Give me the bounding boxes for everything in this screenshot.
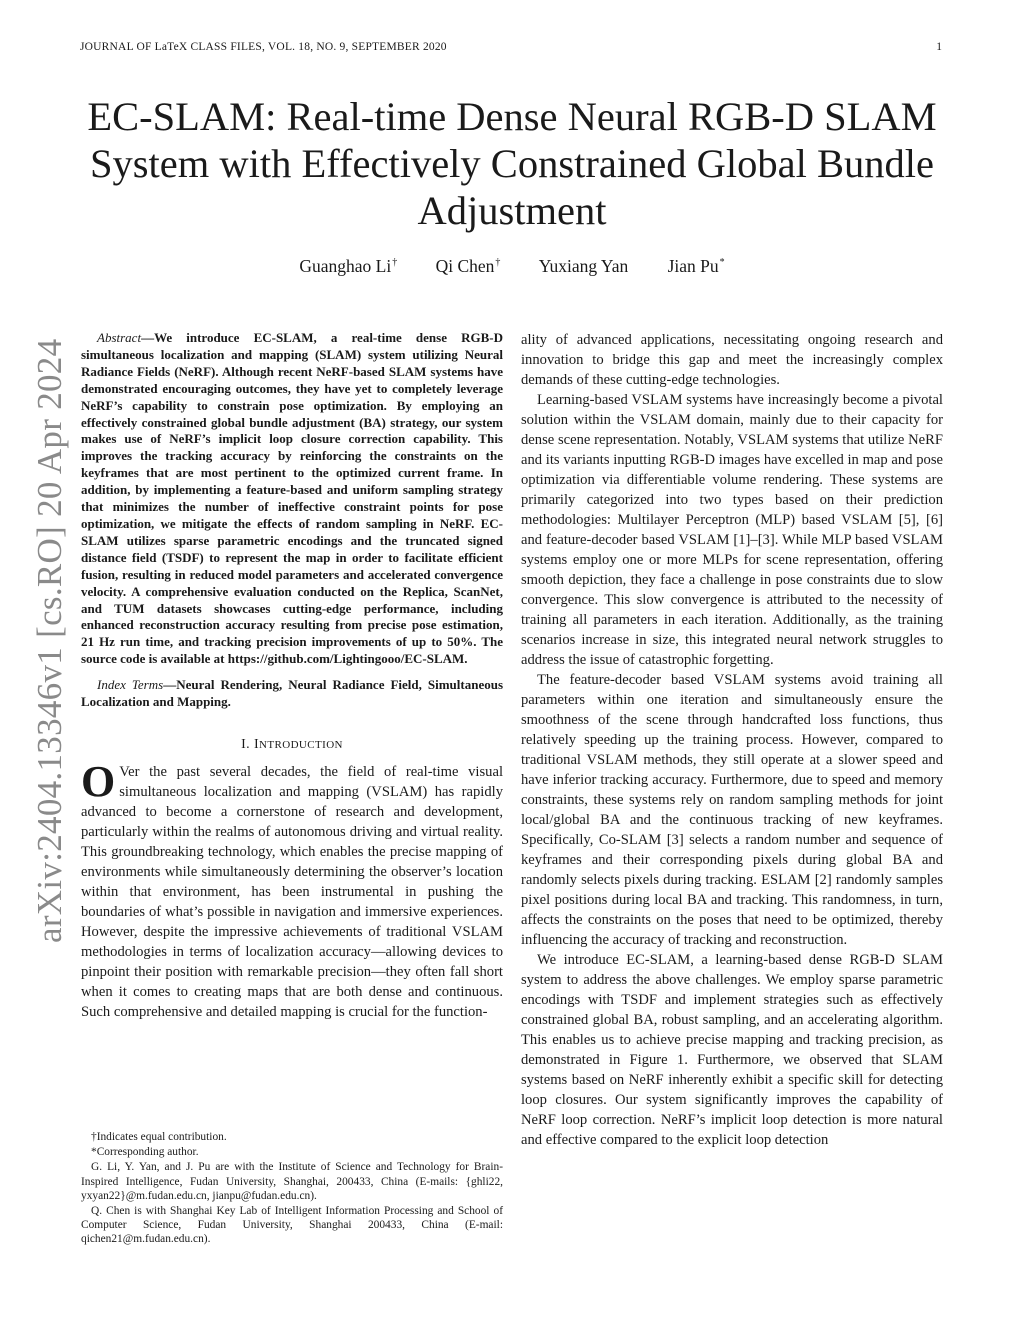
author-name: Qi Chen† [435,256,501,276]
arxiv-stamp: arXiv:2404.13346v1 [cs.RO] 20 Apr 2024 [30,338,69,943]
author-list [0,256,1024,277]
body-paragraph: The feature-decoder based VSLAM systems avoid training all parameters within one iteration and simultaneously ensure the smoothness of the scene through handcrafted loss functions, thus relatively speeding up the training process. However, compared to traditional VSLAM methods, they still operate at a slower speed and have inferior tracking accuracy. Furthermore, due to speed and memory constraints, these systems rely on random sampling methods for joint local/global BA and the continuous tracking of new keyframes. Specifically, Co-SLAM [3] selects a random number and sequence of keyframes and their corresponding pixels during global BA and randomly selects pixels during tracking. ESLAM [2] randomly samples pixel positions during local BA and tracking. This randomness, in turn, affects the constraints on the poses that need to be optimized, thereby influencing the accuracy of tracking and reconstruction. [521,672,943,948]
paper-title: EC-SLAM: Real-time Dense Neural RGB-D SLAM System with Effectively Constrained Global Bundle Adjustment [87,94,937,233]
footnote: *Corresponding author. [91,1146,199,1159]
footnote: Q. Chen is with Shanghai Key Lab of Intelligent Information Processing and School of Computer Science, Fudan University, Shanghai 200433, China (E-mail: qichen21@m.fudan.edu.cn). [81,1205,503,1246]
footnote: G. Li, Y. Yan, and J. Pu are with the Institute of Science and Technology for Brain-Inspired Intelligence, Fudan University, Shanghai, 200433, China (E-mails: {ghli22, yxyan22}@m.fudan.edu.cn, jianpu@fudan.edu.cn). [81,1161,503,1202]
right-column [521,330,943,1150]
index-terms-lead: Index Terms [97,677,164,693]
intro-paragraph: O Ver the past several decades, the field of real-time visual simultaneous localization and mapping (VSLAM) has rapidly advanced to become a cornerstone of research and development, particularly within the realms of autonomous driving and virtual reality. This groundbreaking technology, which enables the precise mapping of environments while simultaneously determining the observer’s location within that environment, has been instrumental in pushing the boundaries of what’s possible in navigation and immersive experiences. However, despite the impressive achievements of traditional VSLAM methodologies in terms of localization accuracy—allowing devices to pinpoint their position with remarkable precision—they often fall short when it comes to creating maps that are both dense and continuous. Such comprehensive and detailed mapping is crucial for the function- [81,757,503,1021]
running-header: JOURNAL OF LaTeX CLASS FILES, VOL. 18, NO. 9, SEPTEMBER 2020 [80,41,447,53]
footnotes [81,1130,503,1248]
index-terms-text: —Neural Rendering, Neural Radiance Field, Simultaneous Localization and Mapping. [81,677,503,710]
author-name: Guanghao Li† [299,256,398,276]
author-name: Yuxiang Yan [538,256,629,276]
abstract [81,330,503,668]
index-terms [81,676,503,710]
intro-paragraph-continued: ality of advanced applications, necessitating ongoing research and innovation to bridge this gap and meet the increasingly complex demands of these cutting-edge technologies. [521,332,943,388]
abstract-text: —We introduce EC-SLAM, a real-time dense RGB-D simultaneous localization and mapping (SLAM) system utilizing Neural Radiance Fields (NeRF). Although recent NeRF-based SLAM systems have demonstrated encouraging outcomes, they have yet to completely leverage NeRF’s capability to constrain pose optimization. By employing an effectively constrained global bundle adjustment (BA) strategy, our system makes use of NeRF’s implicit loop closure correction capability. This improves the tracking accuracy by reinforcing the constraints on the keyframes that are most pertinent to the optimized current frame. In addition, by implementing a feature-based and uniform sampling strategy that minimizes the number of ineffective constraint points for pose optimization, we mitigate the effects of random sampling in NeRF. EC-SLAM utilizes sparse parametric encodings and the truncated signed distance field (TSDF) to represent the map in order to facilitate efficient fusion, resulting in reduced model parameters and accelerated convergence velocity. A comprehensive evaluation conducted on the Replica, ScanNet, and TUM datasets showcases cutting-edge performance, including enhanced reconstruction accuracy resulting from precise pose estimation, 21 Hz run time, and tracking precision improvements of up to 50%. The source code is available at https://github.com/Lightingooo/EC-SLAM. [81,330,503,667]
author-name: Jian Pu* [667,256,725,276]
body-paragraph: We introduce EC-SLAM, a learning-based dense RGB-D SLAM system to address the above challenges. We employ sparse parametric encodings with TSDF and implement strategies such as effectively constrained global BA, robust sampling, and an accelerating algorithm. This enables us to achieve precise mapping and tracking precision, as demonstrated in Figure 1. Furthermore, we observed that SLAM systems based on NeRF inherently exhibit a specific skill for detecting loop closures. Our system significantly improves the capability of NeRF loop correction. NeRF’s implicit loop detection is more natural and effective compared to the explicit loop detection [521,952,943,1148]
footnote: †Indicates equal contribution. [91,1131,227,1143]
page-number: 1 [936,41,942,53]
left-column [81,330,503,1022]
section-heading: I. INTRODUCTION [241,737,343,753]
body-paragraph: Learning-based VSLAM systems have increasingly become a pivotal solution within the VSLAM domain, mainly due to their capacity for dense scene representation. Notably, VSLAM systems that utilize NeRF and its variants inputting RGB-D images have excelled in map and pose optimization via differentiable volume rendering. These systems are primarily categorized into two types based on their prediction methodologies: Multilayer Perceptron (MLP) based VSLAM [5], [6] and feature-decoder based VSLAM [1]–[3]. While MLP based VSLAM systems employ one or more MLPs for scene representation, offering smooth depiction, they face a challenge in pose constraints due to slow convergence. This slow convergence is attributed to the necessity of training all parameters in each iteration. Additionally, as the training scenarios increase in size, this integrated neural network struggles to address the issue of catastrophic forgetting. [521,392,943,668]
abstract-lead: Abstract [97,330,142,345]
drop-cap: O [81,757,116,807]
